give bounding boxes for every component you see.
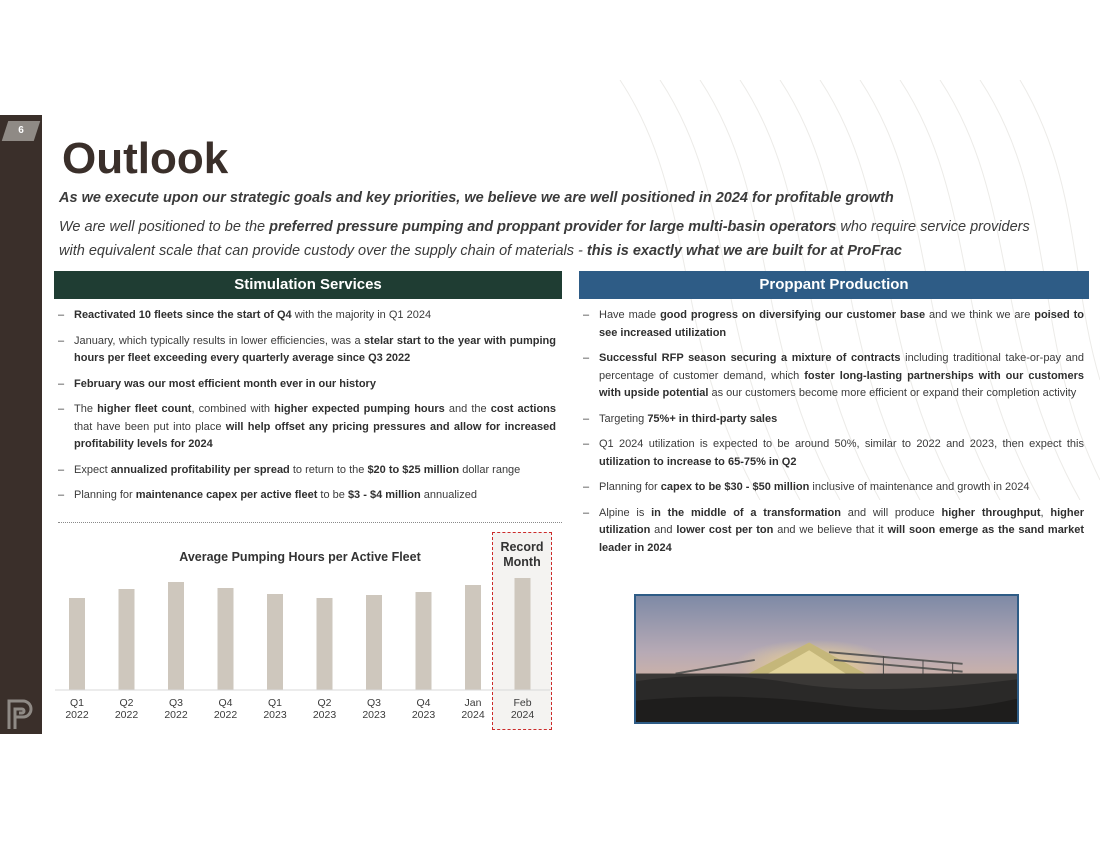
- x-tick-label: 2023: [362, 709, 386, 721]
- record-month-label: Record Month: [500, 540, 544, 569]
- x-tick-label: Q3: [168, 697, 184, 709]
- sand-mine-photo: [634, 594, 1019, 724]
- x-tick-label: Jan: [464, 697, 482, 709]
- bullet-item: – Successful RFP season securing a mixture of contracts including traditional take-or-pay and percentage of customer demand, which foster long-lasting partnerships with our customers with upside potential as our customers become more efficient or expand their completion activity: [579, 350, 1084, 403]
- bullet-item: – February was our most efficient month ever in our history: [54, 376, 556, 394]
- stimulation-bullet-list: [54, 307, 556, 513]
- bar-Q3-2023: [366, 595, 382, 690]
- x-tick-label: Q1: [267, 697, 283, 709]
- bar-Q1-2022: [69, 598, 85, 690]
- x-tick-label: 2022: [65, 709, 89, 721]
- bullet-item: – The higher fleet count, combined with higher expected pumping hours and the cost actions that have been put into place will help offset any pricing pressures and allow for increased profitability levels for 2024: [54, 401, 556, 454]
- x-tick-label: Q4: [416, 697, 431, 709]
- bar-Jan-2024: [465, 585, 481, 690]
- left-sidebar-bar: [0, 115, 42, 734]
- bullet-item: – Reactivated 10 fleets since the start of Q4 with the majority in Q1 2024: [54, 307, 556, 325]
- x-tick-label: Q4: [218, 697, 233, 709]
- page-number: 6: [18, 125, 24, 136]
- x-tick-label: 2022: [213, 709, 238, 721]
- x-tick-label: 2022: [114, 709, 139, 721]
- chart-title: Average Pumping Hours per Active Fleet: [179, 550, 421, 564]
- bullet-item: – Expect annualized profitability per spread to return to the $20 to $25 million dollar range: [54, 462, 556, 480]
- x-tick-label: Q2: [317, 697, 332, 709]
- bar-Q2-2022: [119, 589, 135, 690]
- bar-Q3-2022: [168, 582, 184, 690]
- section-divider: [58, 522, 562, 523]
- bullet-item: – Planning for capex to be $30 - $50 million inclusive of maintenance and growth in 2024: [579, 479, 1084, 497]
- profrac-logo-icon: [5, 697, 35, 731]
- x-tick-label: Q3: [366, 697, 382, 709]
- bullet-item: – Have made good progress on diversifying our customer base and we think we are poised to see increased utilization: [579, 307, 1084, 342]
- bullet-item: – Q1 2024 utilization is expected to be around 50%, similar to 2022 and 2023, then expect this utilization to increase to 65-75% in Q2: [579, 436, 1084, 471]
- bar-Q2-2023: [317, 598, 333, 690]
- x-tick-label: 2023: [312, 709, 337, 721]
- bullet-item: – Planning for maintenance capex per active fleet to be $3 - $4 million annualized: [54, 487, 556, 505]
- bar-Q4-2023: [416, 592, 432, 690]
- proppant-production-header: Proppant Production: [579, 271, 1089, 299]
- page-subtitle: As we execute upon our strategic goals and key priorities, we believe we are well positioned in 2024 for profitable growth: [59, 190, 894, 206]
- proppant-bullet-list: [579, 307, 1084, 565]
- x-tick-label: Q1: [69, 697, 85, 709]
- bar-Feb-2024: [515, 578, 531, 690]
- intro-paragraph: We are well positioned to be the preferred pressure pumping and proppant provider for large multi-basin operators who require service providers with equivalent scale that can provide custody over the supply chain of materials - this is exactly what we are built for at ProFrac: [59, 219, 1030, 259]
- bullet-item: – January, which typically results in lower efficiencies, was a stelar start to the year with pumping hours per fleet exceeding every quarterly average since Q3 2022: [54, 333, 556, 368]
- bar-Q4-2022: [218, 588, 234, 690]
- bullet-item: – Alpine is in the middle of a transformation and will produce higher throughput, higher utilization and lower cost per ton and we believe that it will soon emerge as the sand market leader in 2024: [579, 505, 1084, 558]
- pumping-hours-bar-chart: [50, 530, 570, 735]
- x-tick-label: 2022: [164, 709, 188, 721]
- x-tick-label: 2024: [461, 709, 485, 721]
- x-tick-label: 2023: [263, 709, 287, 721]
- page-number-badge: [2, 121, 40, 141]
- x-tick-label: 2023: [411, 709, 436, 721]
- x-tick-label: Feb: [513, 697, 532, 709]
- page-title: Outlook: [62, 134, 229, 183]
- x-tick-label: Q2: [119, 697, 134, 709]
- bar-Q1-2023: [267, 594, 283, 690]
- x-tick-label: 2024: [510, 709, 535, 721]
- bullet-item: – Targeting 75%+ in third-party sales: [579, 411, 1084, 429]
- stimulation-services-header: Stimulation Services: [54, 271, 562, 299]
